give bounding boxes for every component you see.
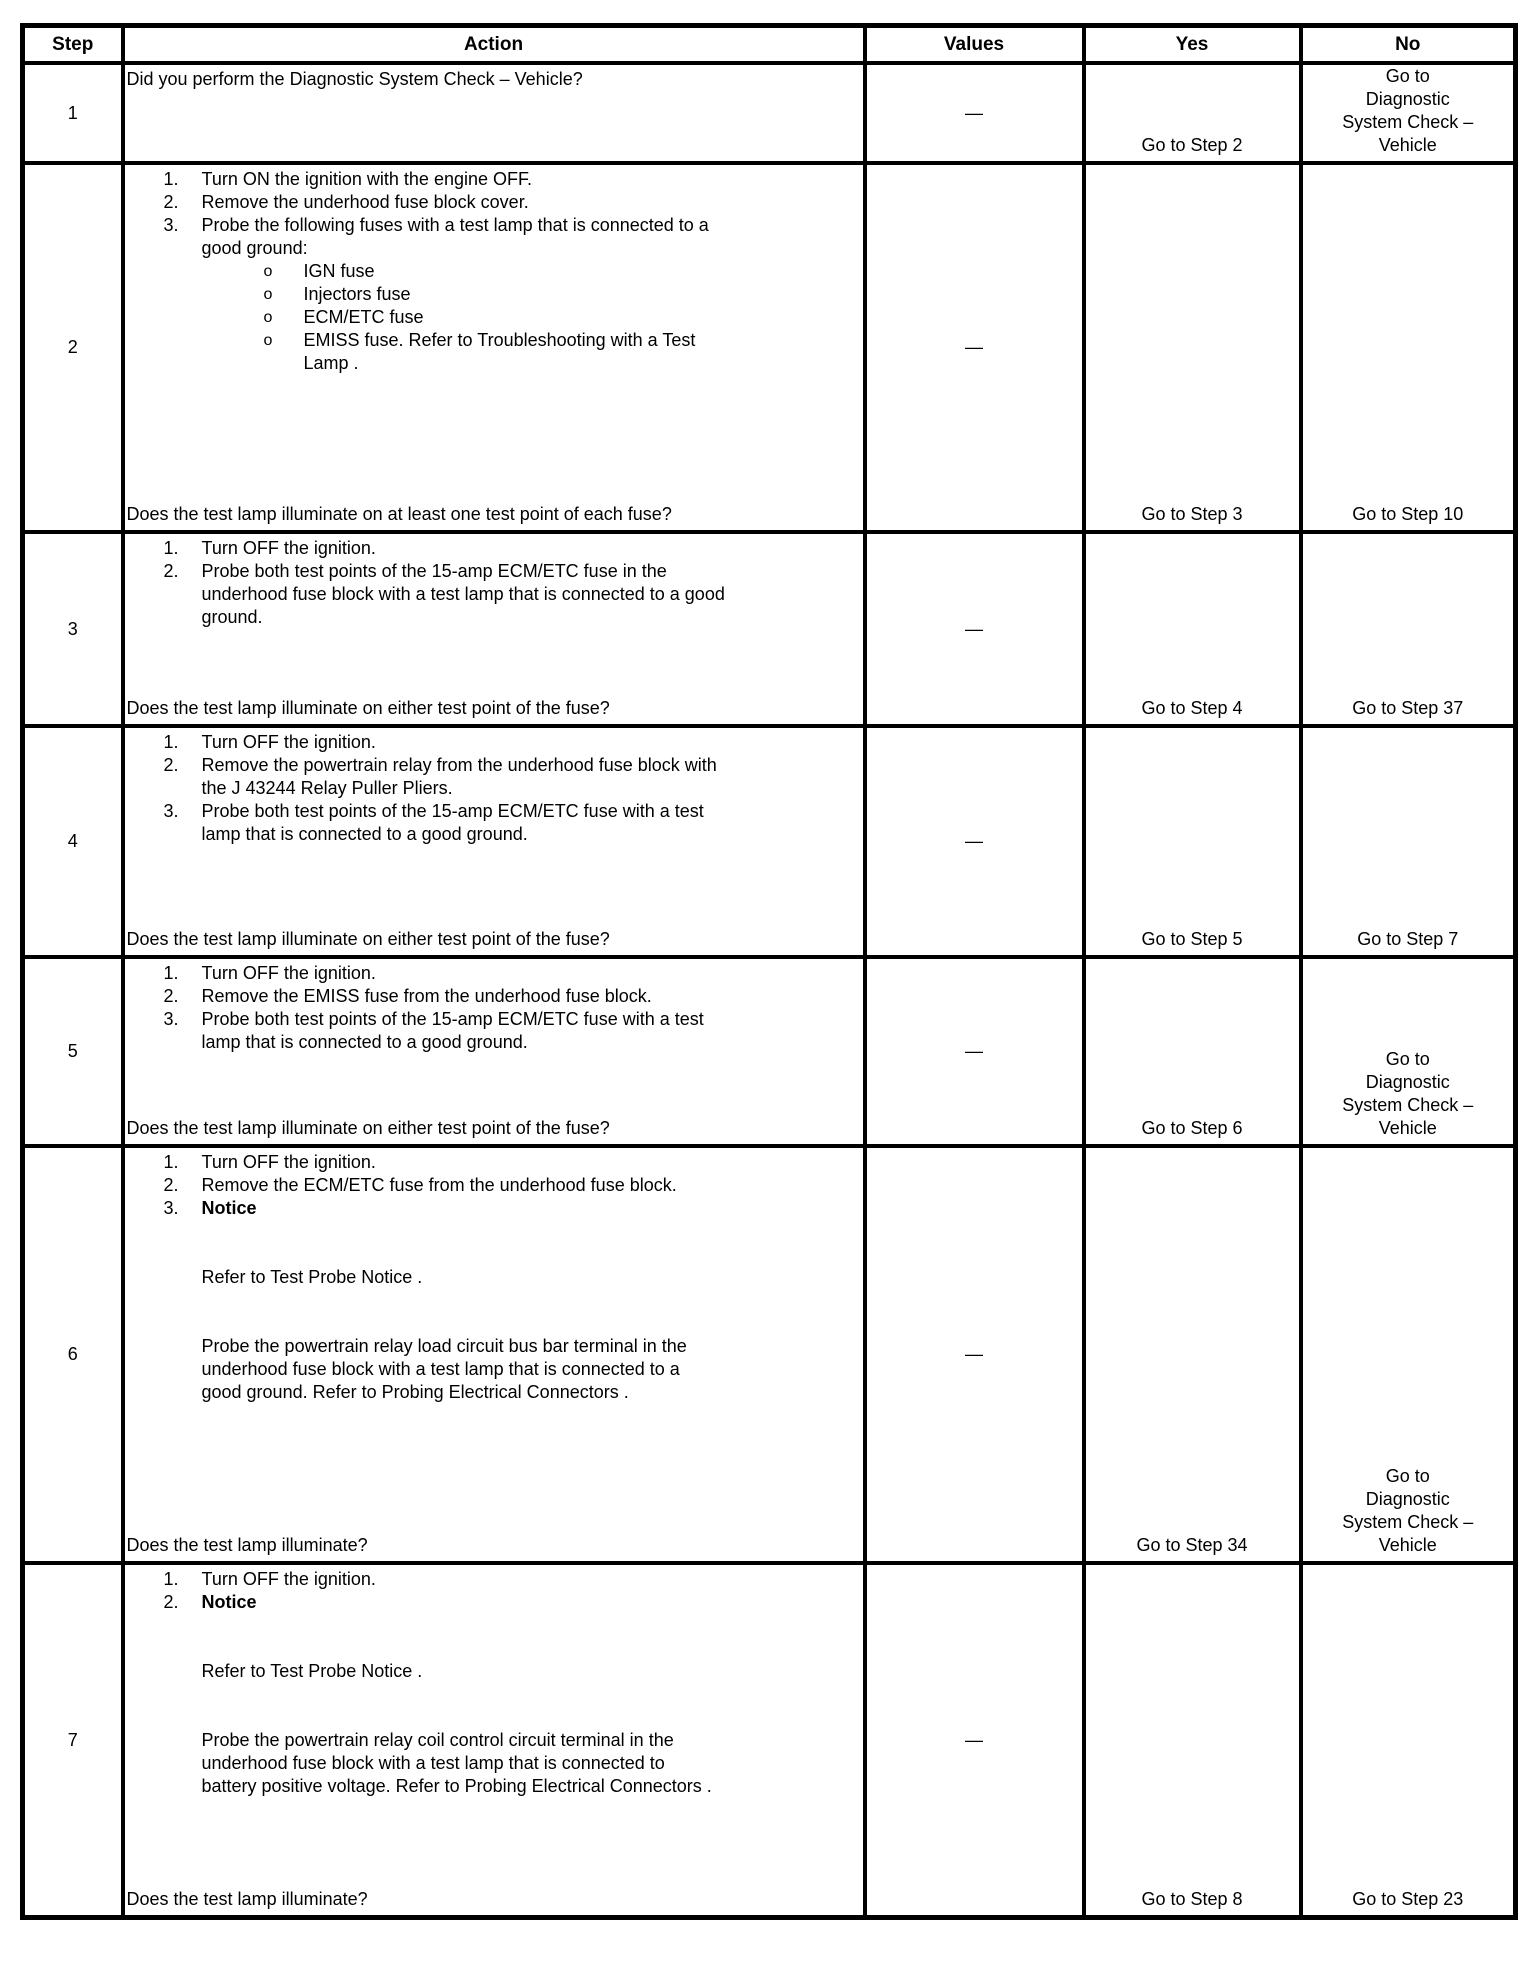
action-step-item: Turn OFF the ignition. [201, 1569, 376, 1589]
no-goto-text: Go to Diagnostic System Check – Vehicle [1342, 1466, 1474, 1555]
action-paragraph: Refer to Test Probe Notice . [201, 1267, 423, 1287]
action-cell [123, 63, 865, 163]
action-cell [123, 163, 865, 532]
action-paragraph: Probe the powertrain relay coil control circuit terminal in the underhood fuse block with a test lamp that is connected to battery positive voltage. Refer to Probing Electrical Connectors . [201, 1730, 712, 1796]
no-goto-text: Go to Diagnostic System Check – Vehicle [1342, 66, 1474, 155]
action-question: Does the test lamp illuminate on either test point of the fuse? [126, 698, 610, 718]
step-number: 1 [23, 63, 123, 163]
action-step-item: Turn OFF the ignition. [201, 963, 376, 983]
step-number: 2 [23, 163, 123, 532]
table-row-step-7 [23, 1563, 1516, 1918]
fuse-bullet-list [202, 260, 747, 375]
action-steps-list [127, 1568, 861, 1614]
action-question: Did you perform the Diagnostic System Check – Vehicle? [126, 69, 583, 89]
action-cell [123, 726, 865, 957]
values-cell [865, 532, 1084, 726]
col-header-values: Values [865, 26, 1084, 64]
action-cell [123, 1146, 865, 1563]
yes-goto-text: Go to Step 34 [1136, 1535, 1248, 1555]
values-cell [865, 1146, 1084, 1563]
action-question: Does the test lamp illuminate on either test point of the fuse? [126, 929, 610, 949]
action-step-item: Remove the powertrain relay from the underhood fuse block with the J 43244 Relay Puller Pliers. [201, 755, 717, 798]
action-steps-list [127, 168, 861, 375]
values-cell [865, 726, 1084, 957]
action-question: Does the test lamp illuminate on at least one test point of each fuse? [126, 504, 672, 524]
action-question: Does the test lamp illuminate? [126, 1889, 368, 1909]
yes-cell [1084, 1563, 1301, 1918]
values-cell [865, 957, 1084, 1146]
action-step-item: Remove the EMISS fuse from the underhood fuse block. [201, 986, 652, 1006]
action-cell [123, 1563, 865, 1918]
col-header-yes: Yes [1084, 26, 1301, 64]
action-step-item: Remove the ECM/ETC fuse from the underhood fuse block. [201, 1175, 677, 1195]
no-goto-text: Go to Step 23 [1352, 1889, 1464, 1909]
action-step-item: Probe both test points of the 15-amp ECM/ETC fuse with a test lamp that is connected to a good ground. [201, 1009, 704, 1052]
yes-goto-text: Go to Step 8 [1141, 1889, 1243, 1909]
action-step-item: Probe both test points of the 15-amp ECM/ETC fuse with a test lamp that is connected to a good ground. [201, 801, 704, 844]
fuse-bullet-item: o IGN fuse [202, 260, 747, 283]
action-paragraph: Probe the powertrain relay load circuit bus bar terminal in the underhood fuse block with a test lamp that is connected to a good ground. Refer to Probing Electrical Connectors . [201, 1336, 687, 1402]
header-row [23, 26, 1516, 64]
action-steps-list [127, 1151, 861, 1220]
yes-goto-text: Go to Step 5 [1141, 929, 1243, 949]
step-number: 4 [23, 726, 123, 957]
table-row-step-1 [23, 63, 1516, 163]
fuse-bullet-item: o ECM/ETC fuse [202, 306, 747, 329]
action-question: Does the test lamp illuminate? [126, 1535, 368, 1555]
table-row-step-3 [23, 532, 1516, 726]
values-dash: — [965, 1344, 983, 1364]
no-goto-text: Go to Step 10 [1352, 504, 1464, 524]
table-row-step-5 [23, 957, 1516, 1146]
action-steps-list [127, 537, 861, 629]
yes-cell [1084, 63, 1301, 163]
no-cell [1301, 63, 1516, 163]
table-row-step-6 [23, 1146, 1516, 1563]
no-cell [1301, 957, 1516, 1146]
no-cell [1301, 163, 1516, 532]
values-dash: — [965, 1041, 983, 1061]
yes-goto-text: Go to Step 2 [1141, 135, 1243, 155]
action-cell [123, 532, 865, 726]
yes-goto-text: Go to Step 6 [1141, 1118, 1243, 1138]
col-header-step: Step [23, 26, 123, 64]
action-step-item-notice: Notice [201, 1198, 257, 1218]
yes-goto-text: Go to Step 4 [1141, 698, 1243, 718]
table-row-step-2 [23, 163, 1516, 532]
values-dash: — [965, 831, 983, 851]
values-dash: — [965, 337, 983, 357]
step-number: 6 [23, 1146, 123, 1563]
diagnostic-step-table [20, 23, 1518, 1920]
action-step-item: Turn ON the ignition with the engine OFF. [201, 169, 532, 189]
col-header-no: No [1301, 26, 1516, 64]
table-row-step-4 [23, 726, 1516, 957]
fuse-bullet-item: o Injectors fuse [202, 283, 747, 306]
yes-cell [1084, 1146, 1301, 1563]
no-cell [1301, 1563, 1516, 1918]
col-header-action: Action [123, 26, 865, 64]
values-cell [865, 163, 1084, 532]
step-number: 5 [23, 957, 123, 1146]
action-question: Does the test lamp illuminate on either test point of the fuse? [126, 1118, 610, 1138]
no-cell [1301, 726, 1516, 957]
no-goto-text: Go to Step 37 [1352, 698, 1464, 718]
action-step-item-notice: Notice [201, 1592, 257, 1612]
action-paragraph: Refer to Test Probe Notice . [201, 1661, 423, 1681]
values-dash: — [965, 1729, 983, 1750]
yes-cell [1084, 532, 1301, 726]
values-cell [865, 1563, 1084, 1918]
yes-goto-text: Go to Step 3 [1141, 504, 1243, 524]
no-goto-text: Go to Step 7 [1357, 929, 1459, 949]
step-number: 7 [23, 1563, 123, 1918]
yes-cell [1084, 957, 1301, 1146]
no-goto-text: Go to Diagnostic System Check – Vehicle [1342, 1049, 1474, 1138]
action-step-item: Turn OFF the ignition. [201, 1152, 376, 1172]
action-step-item: Turn OFF the ignition. [201, 732, 376, 752]
action-step-item: Probe the following fuses with a test lamp that is connected to a good ground: o IGN fuse o Injectors fuse o ECM/ETC fuse o EMISS fuse. Refer to Troubleshooting with a Test Lamp . [127, 214, 861, 375]
values-cell [865, 63, 1084, 163]
fuse-bullet-item: o EMISS fuse. Refer to Troubleshooting with a Test Lamp . [202, 329, 747, 375]
no-cell [1301, 532, 1516, 726]
step-number: 3 [23, 532, 123, 726]
action-step-item: Remove the underhood fuse block cover. [201, 192, 529, 212]
yes-cell [1084, 163, 1301, 532]
yes-cell [1084, 726, 1301, 957]
action-cell [123, 957, 865, 1146]
values-dash: — [965, 102, 983, 123]
action-step-item: Probe both test points of the 15-amp ECM/ETC fuse in the underhood fuse block with a test lamp that is connected to a good ground. [201, 561, 725, 627]
values-dash: — [965, 618, 983, 639]
action-step-item: Turn OFF the ignition. [201, 538, 376, 558]
no-cell [1301, 1146, 1516, 1563]
action-steps-list [127, 962, 861, 1054]
action-steps-list [127, 731, 861, 846]
